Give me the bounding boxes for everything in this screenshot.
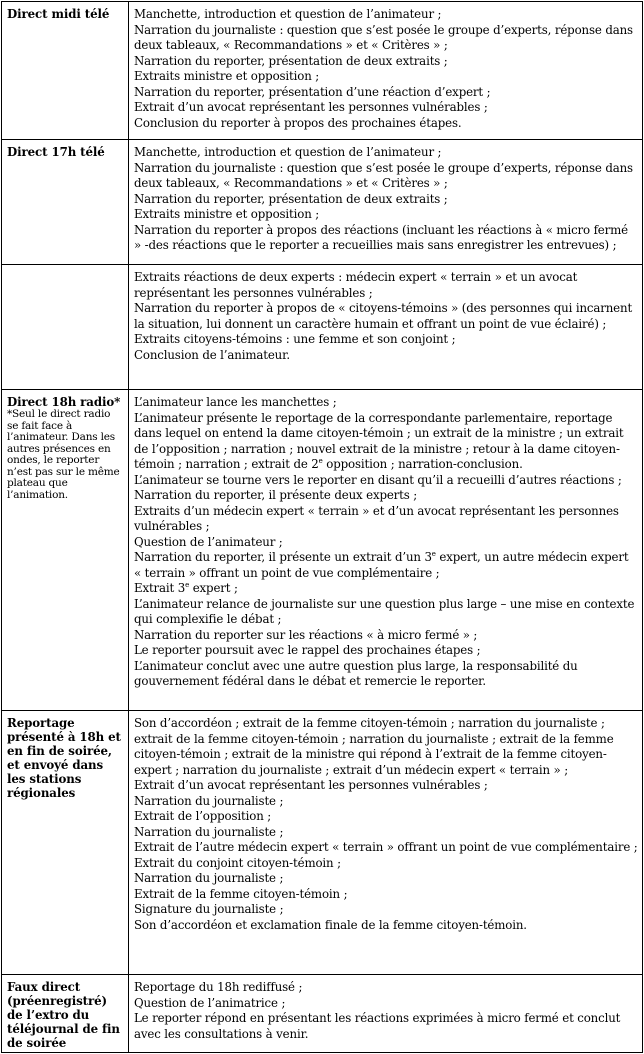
content-line: L’animateur conclut avec une autre question plus large, la responsabilité du gouvernement fédéral dans le débat et remercie le reporter. <box>134 658 578 688</box>
row-label: Direct 18h radio* <box>7 395 121 409</box>
row-label-cell <box>2 711 129 975</box>
content-line: Son d’accordéon ; extrait de la femme citoyen-témoin ; narration du journaliste ; extrait de la femme citoyen-témoin ; narration du journaliste ; extrait de la femme citoyen-témoin ; extrait de la ministre qui répond à l’extrait de la femme citoyen-expert ; narration du journaliste ; extrait d’un médecin expert « terrain » ; <box>134 716 614 777</box>
row-content-cell <box>129 2 643 140</box>
row-label: Reportage présenté à 18h et en fin de soirée, et envoyé dans les stations régionales <box>7 716 121 800</box>
row-label-cell <box>2 2 129 140</box>
row-label: Direct midi télé <box>7 7 110 21</box>
content-line: Narration du reporter sur les réactions « à micro fermé » ; <box>134 627 478 642</box>
content-line: L’animateur relance de journaliste sur une question plus large – une mise en contexte qui complexifie le débat ; <box>134 596 635 626</box>
table-row <box>2 140 643 265</box>
content-line: Question de l’animatrice ; <box>134 995 286 1010</box>
row-content-cell <box>129 975 643 1053</box>
content-line: Narration du journaliste : question que s’est posée le groupe d’experts, réponse dans deux tableaux, « Recommandations » et « Critères » ; <box>134 160 633 190</box>
content-line: Le reporter répond en présentant les réactions exprimées à micro fermé et conclut avec les consultations à venir. <box>134 1011 621 1041</box>
row-label: Faux direct (préenregistré) de l’extro du téléjournal de fin de soirée <box>7 980 120 1050</box>
content-line: L’animateur lance les manchettes ; <box>134 395 337 409</box>
row-footnote: *Seul le direct radio se fait face à l’animateur. Dans les autres présences en ondes, le reporter n’est pas sur le même plateau que l’animation. <box>7 408 120 501</box>
content-line: Narration du journaliste ; <box>134 871 284 885</box>
row-label-cell <box>2 265 129 390</box>
table-body <box>2 2 643 1053</box>
content-line: Extrait du conjoint citoyen-témoin ; <box>134 855 341 870</box>
content-line: Extrait d’un avocat représentant les personnes vulnérables ; <box>134 778 488 792</box>
content-line: Narration du reporter à propos de « citoyens-témoins » (des personnes qui incarnent la situation, lui donnent un caractère humain et offrant un point de vue éclairé) ; <box>134 301 633 331</box>
table-row <box>2 711 643 975</box>
content-line: Question de l’animateur ; <box>134 534 283 549</box>
content-line: Extrait de la femme citoyen-témoin ; <box>134 886 348 901</box>
content-line: Narration du journaliste ; <box>134 793 284 808</box>
content-line: Narration du reporter, présentation d’une réaction d’expert ; <box>134 84 491 99</box>
content-line: Extrait 3e expert ; <box>134 581 238 595</box>
content-line: Extrait d’un avocat représentant les personnes vulnérables ; <box>134 100 488 114</box>
content-line: L’animateur présente le reportage de la correspondante parlementaire, reportage dans lequel on entend la dame citoyen-témoin ; un extrait de la ministre ; un extrait de l’opposition ; narration ; nouvel extrait de la ministre ; retour à la dame citoyen-témoin ; narration ; extrait de 2e opposition ; narration-conclusion. <box>134 410 624 471</box>
content-line: Narration du reporter à propos des réactions (incluant les réactions à « micro fermé » -des réactions que le reporter a recueillies mais sans enregistrer les entrevues) ; <box>134 222 628 252</box>
row-content-cell <box>129 711 643 975</box>
content-line: Narration du journaliste ; <box>134 824 284 839</box>
content-line: Extrait de l’autre médecin expert « terrain » offrant un point de vue complémentaire ; <box>134 840 638 854</box>
content-line: L’animateur se tourne vers le reporter en disant qu’il a recueilli d’autres réactions ; <box>134 472 622 487</box>
row-content-cell <box>129 140 643 265</box>
row-label-cell <box>2 390 129 711</box>
content-line: Narration du reporter, présentation de deux extraits ; <box>134 53 448 68</box>
broadcast-structure-table <box>1 1 643 1053</box>
content-line: Narration du reporter, présentation de deux extraits ; <box>134 191 448 206</box>
content-line: Extraits citoyens-témoins : une femme et son conjoint ; <box>134 332 456 346</box>
content-line: Conclusion de l’animateur. <box>134 347 290 362</box>
row-content-cell <box>129 265 643 390</box>
content-line: Extraits d’un médecin expert « terrain » et d’un avocat représentant les personnes vulnérables ; <box>134 503 619 533</box>
content-line: Extraits réactions de deux experts : médecin expert « terrain » et un avocat représentant les personnes vulnérables ; <box>134 270 578 300</box>
table-row <box>2 975 643 1053</box>
content-line: Signature du journaliste ; <box>134 902 284 916</box>
content-line: Reportage du 18h rediffusé ; <box>134 980 303 994</box>
content-line: Conclusion du reporter à propos des prochaines étapes. <box>134 115 462 130</box>
table-row <box>2 265 643 390</box>
content-line: Manchette, introduction et question de l’animateur ; <box>134 7 442 21</box>
content-line: Extrait de l’opposition ; <box>134 809 272 823</box>
table-row <box>2 390 643 711</box>
table-row <box>2 2 643 140</box>
content-line: Narration du reporter, il présente deux experts ; <box>134 488 418 502</box>
content-line: Narration du reporter, il présente un extrait d’un 3e expert, un autre médecin expert « terrain » offrant un point de vue complémentaire ; <box>134 550 629 580</box>
row-label-cell <box>2 140 129 265</box>
row-label: Direct 17h télé <box>7 145 105 159</box>
row-content-cell <box>129 390 643 711</box>
content-line: Manchette, introduction et question de l’animateur ; <box>134 145 442 159</box>
content-line: Le reporter poursuit avec le rappel des prochaines étapes ; <box>134 643 481 657</box>
content-line: Son d’accordéon et exclamation finale de la femme citoyen-témoin. <box>134 917 527 932</box>
content-line: Extraits ministre et opposition ; <box>134 69 320 83</box>
content-line: Narration du journaliste : question que s’est posée le groupe d’experts, réponse dans deux tableaux, « Recommandations » et « Critères » ; <box>134 22 633 52</box>
row-label-cell <box>2 975 129 1053</box>
content-line: Extraits ministre et opposition ; <box>134 207 320 221</box>
